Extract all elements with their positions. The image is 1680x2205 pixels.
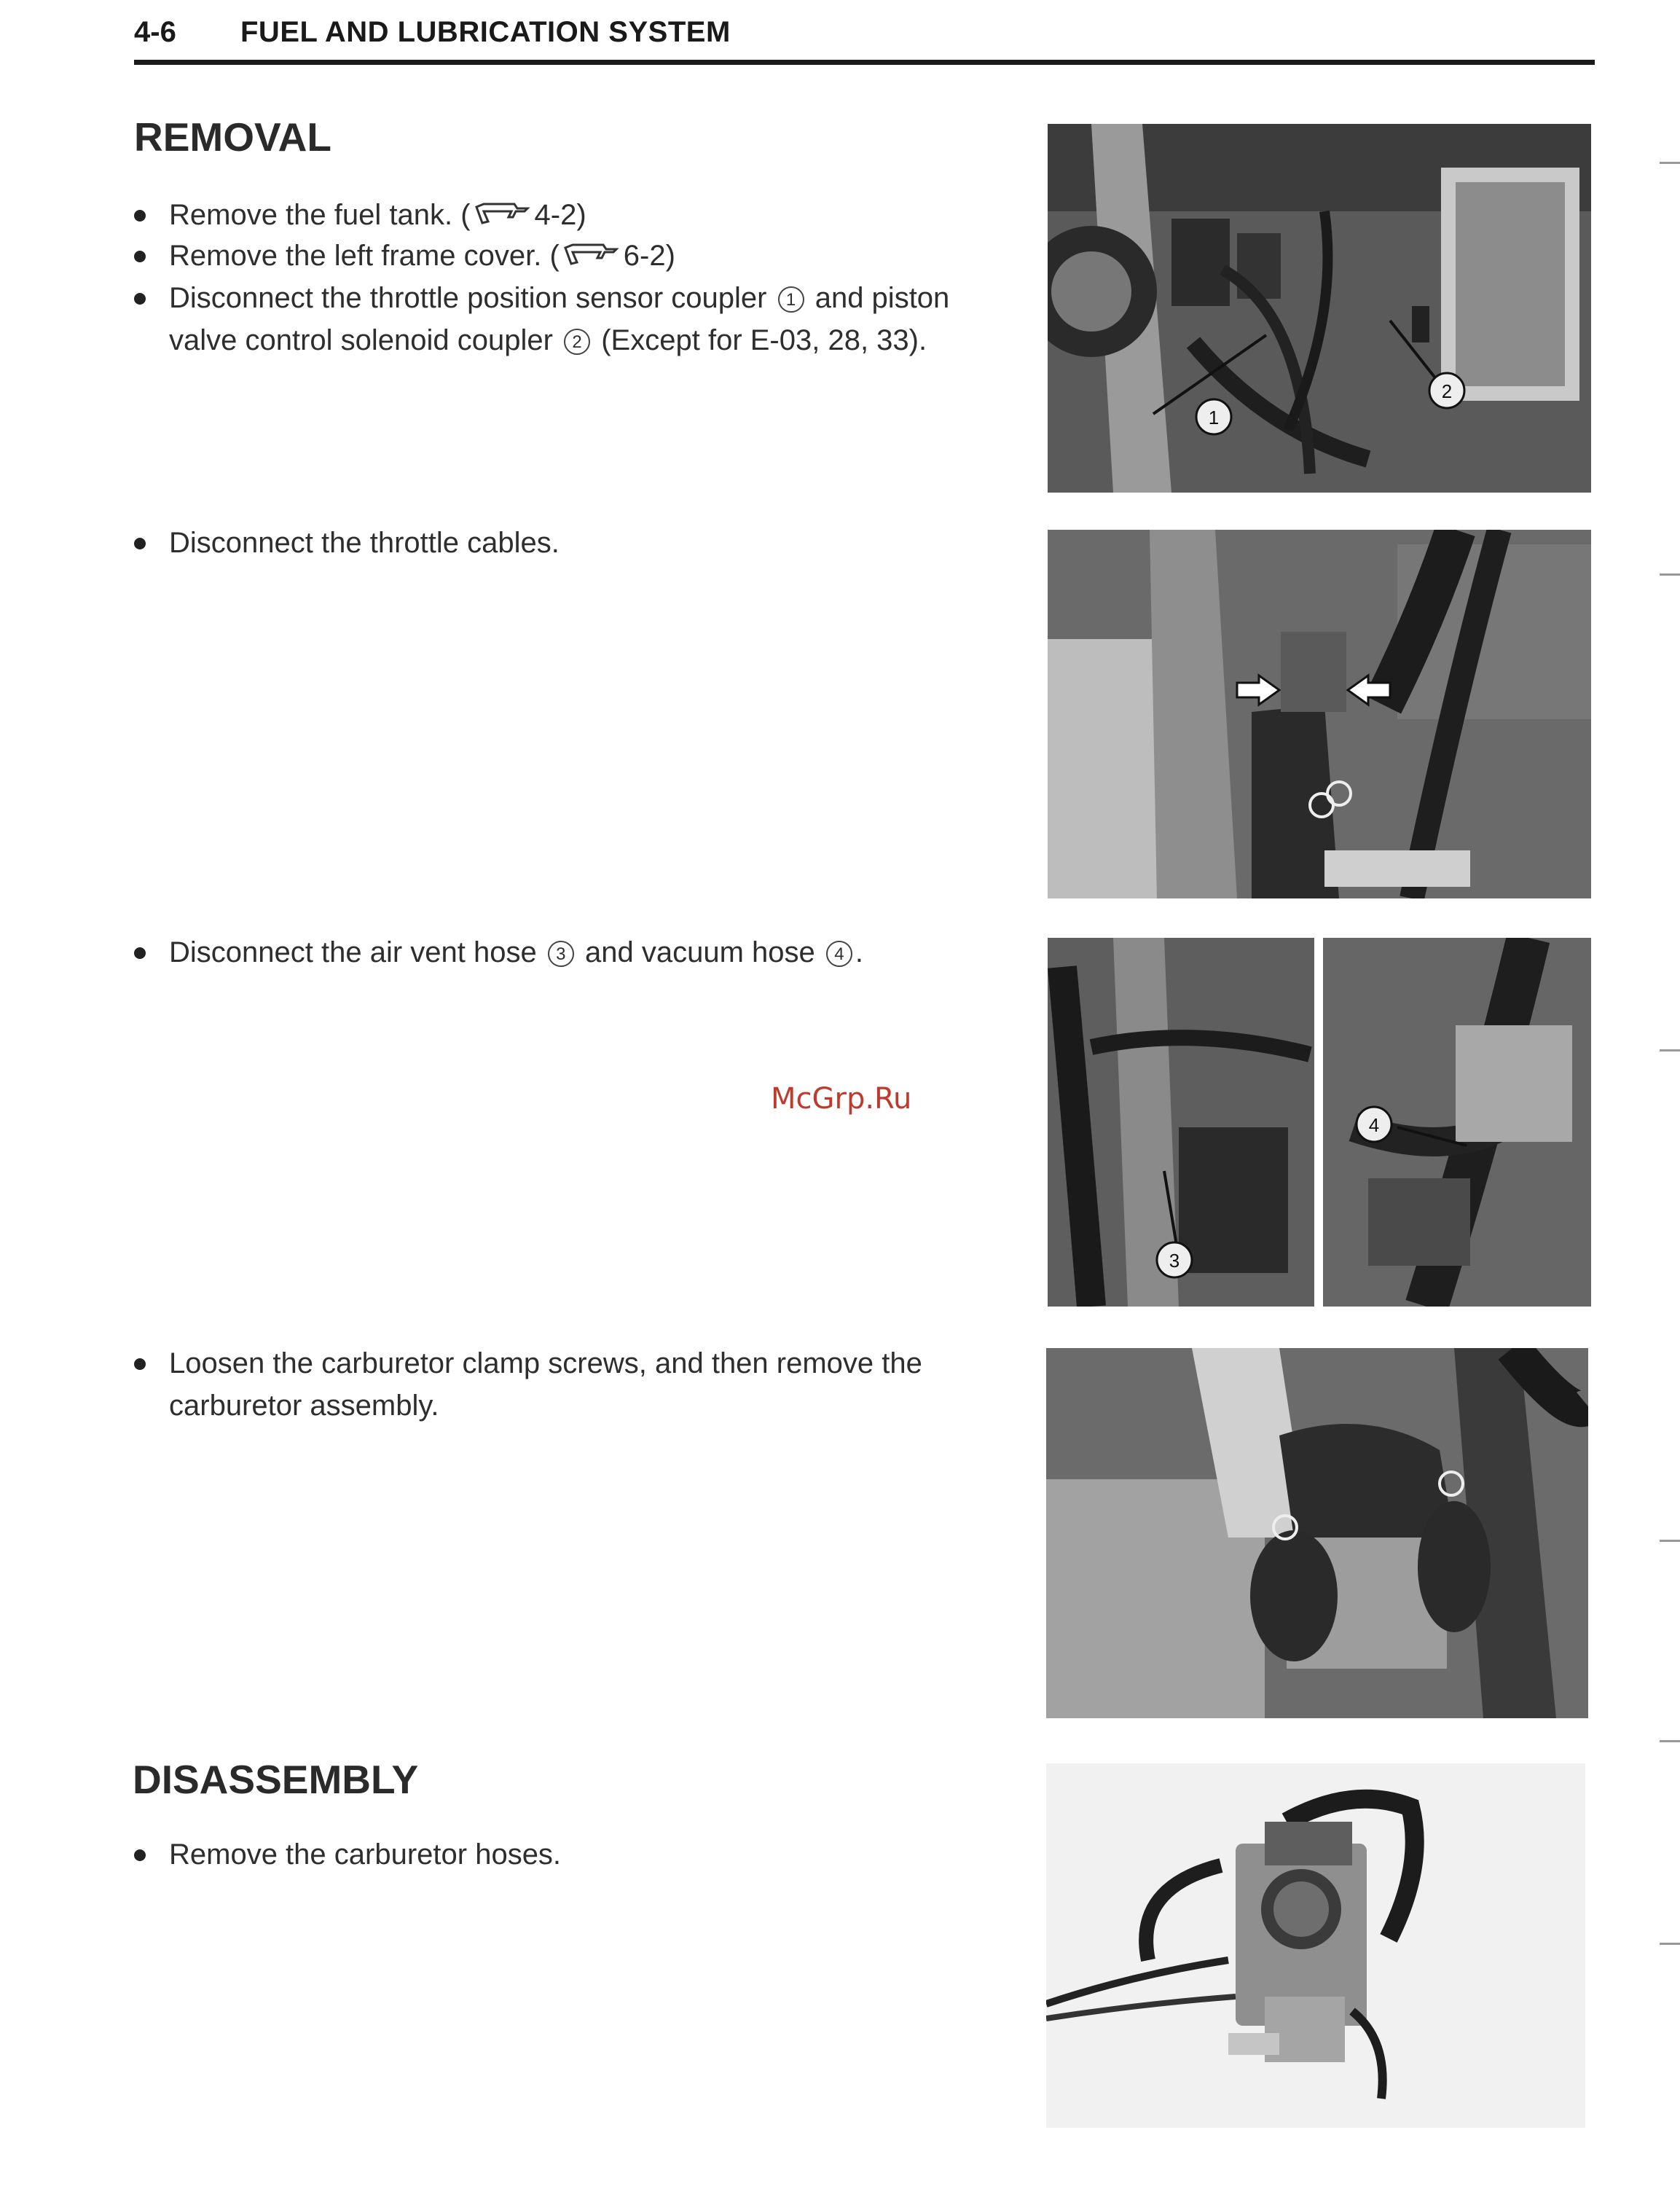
bullet-dot	[134, 947, 146, 959]
photo-callout-1: 1	[1208, 407, 1220, 428]
bullet-dot	[134, 1358, 146, 1370]
scan-edge-mark	[1660, 1540, 1680, 1542]
step-text: Remove the carburetor hoses.	[169, 1838, 562, 1871]
carburetor-photo-illustration	[1046, 1763, 1585, 2128]
photo-hoses	[1048, 938, 1591, 1307]
step-text-part: .	[855, 936, 863, 968]
step-text: Loosen the carburetor clamp screws, and then remove the carburetor assembly.	[169, 1347, 922, 1422]
page-header	[134, 16, 1595, 67]
callout-number-3: 3	[548, 941, 574, 967]
removal-heading: REMOVAL	[134, 114, 331, 160]
photo-callout-2: 2	[1441, 380, 1453, 402]
photo-callout-4: 4	[1368, 1114, 1380, 1136]
disassembly-heading: DISASSEMBLY	[133, 1757, 419, 1802]
step-text-part: )	[576, 199, 586, 231]
page-reference: 6-2	[623, 240, 666, 272]
photo-couplers	[1048, 124, 1591, 493]
chapter-title: FUEL AND LUBRICATION SYSTEM	[240, 16, 731, 48]
page-number: 4-6	[134, 16, 176, 48]
callout-number-4: 4	[826, 941, 852, 967]
callout-number-1: 1	[778, 286, 804, 313]
step-text: Disconnect the throttle cables.	[169, 527, 560, 559]
step-text-part: )	[665, 240, 675, 272]
step-text-part: Disconnect the throttle position sensor coupler	[169, 282, 767, 314]
step-text-part: Remove the fuel tank. (	[169, 199, 471, 231]
photo-carburetor-clamps	[1046, 1348, 1588, 1718]
step-text-part: and piston valve control solenoid coupler	[169, 282, 950, 356]
engine-photo-illustration	[1046, 1348, 1588, 1718]
photo-callout-3: 3	[1169, 1250, 1180, 1272]
step-text-part: Remove the left frame cover. (	[169, 240, 560, 272]
step-text-part: (Except for E-03, 28, 33).	[601, 324, 927, 356]
engine-photo-illustration	[1048, 938, 1591, 1307]
step-text	[169, 194, 1014, 238]
bullet-dot	[134, 1849, 146, 1861]
scan-edge-mark	[1660, 573, 1680, 576]
scan-edge-mark	[1660, 162, 1680, 164]
scan-edge-mark	[1660, 1049, 1680, 1051]
step-text	[169, 277, 1014, 361]
bullet-dot	[134, 293, 146, 305]
watermark: McGrp.Ru	[771, 1082, 912, 1116]
step-text-part: and vacuum hose	[584, 936, 815, 968]
bullet-dot	[134, 251, 146, 262]
bullet-dot	[134, 538, 146, 549]
page-reference-icon	[562, 236, 621, 278]
engine-photo-illustration	[1048, 124, 1591, 493]
callout-number-2: 2	[564, 329, 590, 355]
step-text	[169, 931, 1014, 974]
engine-photo-illustration	[1048, 530, 1591, 898]
scan-edge-mark	[1660, 1943, 1680, 1945]
photo-carburetor-assembly	[1046, 1763, 1585, 2128]
scan-edge-mark	[1660, 1740, 1680, 1742]
header-rule	[134, 60, 1595, 65]
page-reference-icon	[474, 195, 532, 238]
photo-throttle-cables	[1048, 530, 1591, 898]
step-text	[169, 235, 1014, 278]
bullet-dot	[134, 210, 146, 222]
page-reference: 4-2	[534, 199, 577, 231]
step-text-part: Disconnect the air vent hose	[169, 936, 537, 968]
